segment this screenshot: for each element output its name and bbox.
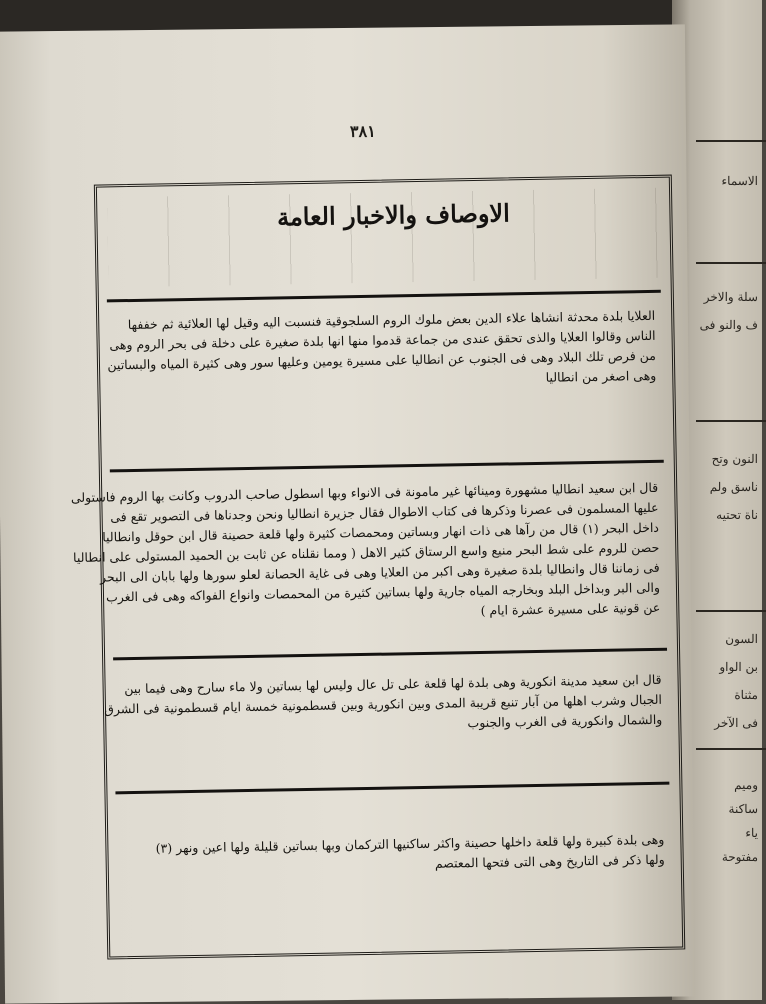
page-number: ٣٨١ <box>349 121 376 141</box>
entry-section <box>107 306 656 396</box>
text-line: عن قونية على مسيرة عشرة ايام ) <box>480 599 661 618</box>
entry-section <box>70 478 661 628</box>
facing-page-fragment: وميم <box>734 778 758 792</box>
entry-section <box>104 670 663 740</box>
text-line: وهى اصغر من انطاليا <box>545 367 657 385</box>
facing-page-fragment: الاسماء <box>721 174 758 188</box>
text-line: عليها المسلمون فى عصرنا وذكرها فى كتاب الاطوال فقال جزيرة انطاليا ونحن وجدناها فى التصوير تقع فى <box>110 499 659 525</box>
entry-text <box>107 306 656 396</box>
facing-page-fragment: ساكنة <box>728 802 758 816</box>
text-line: وهى بلدة كبيرة ولها قلعة داخلها حصينة واكثر ساكنيها التركمان وبها بساتين قليلة ولها اعين ونهر (٣) <box>155 831 665 856</box>
text-line: الجبال وشرب اهلها من آبار تنبع قريبة المدى وبين انكورية وبين قسطمونية خمسة ايام قسطمونية فى الشرق <box>104 691 663 717</box>
text-line: والشمال وانكورية فى الغرب والجنوب <box>467 711 663 731</box>
divider-rule <box>115 782 669 795</box>
entry-text <box>70 478 661 628</box>
facing-page-fragment: السون <box>725 632 758 646</box>
text-line: قال ابن سعيد مدينة انكورية وهى بلدة لها قلعة على تل عال وليس لها بساتين ولا ماء سارح وهى فيما بين <box>124 671 662 697</box>
divider-rule <box>110 460 664 473</box>
entry-text <box>116 830 665 880</box>
text-line: حصن للروم على شط البحر منيع واسع الرستاق كثير الاهل ( ومما نقلناه عن ثابت بن الحميد المستولى على انطاليا <box>72 539 660 566</box>
content-frame <box>70 175 685 960</box>
facing-page-fragment: مثناة <box>734 688 758 702</box>
facing-page-fragment: النون وتح <box>711 452 758 466</box>
facing-page-fragment: ناة تحتيه <box>716 508 758 522</box>
text-line: الناس وقالوا العلايا والذى تحقق عندى من جماعة قدموا منها انها بلدة صغيرة على دخلة فى بحر الروم وهى <box>109 327 656 353</box>
facing-page-fragment: سلة والاخر <box>703 290 758 304</box>
facing-page-fragment: ف والنو فى <box>699 318 758 332</box>
text-line: والى البر وبداخل البلد وبخارجه المياه جارية ولها بساتين كثيرة من المحمصات وانواع الفواكه وهى فى الغرب <box>105 579 661 605</box>
entry-section <box>116 830 665 880</box>
facing-page-fragment: مفتوحة <box>721 850 758 864</box>
facing-page-fragment: فى الآخر <box>714 716 758 730</box>
text-line: من فرص تلك البلاد وهى فى الجنوب عن انطاليا على مسيرة يومين وعليها سور وهى كثيرة المياه والبساتين <box>107 347 657 373</box>
page-heading: الاوصاف والاخبار العامة <box>276 198 511 232</box>
text-line: العلايا بلدة محدثة انشاها علاء الدين بعض ملوك الروم السلجوقية فنسبت اليه وقيل لها العلائية ثم خففها <box>127 307 656 333</box>
book-page <box>0 24 695 1003</box>
divider-rule <box>113 648 667 661</box>
text-line: قال ابن سعيد انطاليا مشهورة ومينائها غير مامونة فى الانواء وبها اسطول صاحب الدروب وكانت بها الروم فاستولى <box>70 479 659 506</box>
facing-page-fragment: ياء <box>745 826 758 840</box>
text-line: داخل البحر (١) قال من رآها هى ذات انهار وبساتين ومحمصات كثيرة ولها قلعة حصينة قال ابن حوقل وانطاليا <box>102 519 660 545</box>
entry-text <box>104 670 663 740</box>
facing-page-fragment: بن الواو <box>719 660 758 674</box>
text-line: ولها ذكر فى التاريخ وهى التى فتحها المعتصم <box>434 851 665 871</box>
facing-page-fragment: ناسق ولم <box>709 480 758 494</box>
text-line: فى زماننا قال وانطاليا بلدة صغيرة وهى اكبر من العلايا وهى فى غاية الحصانة لعلو سورها ولها بابان الى البحر <box>99 559 660 585</box>
heading-box <box>97 178 671 308</box>
